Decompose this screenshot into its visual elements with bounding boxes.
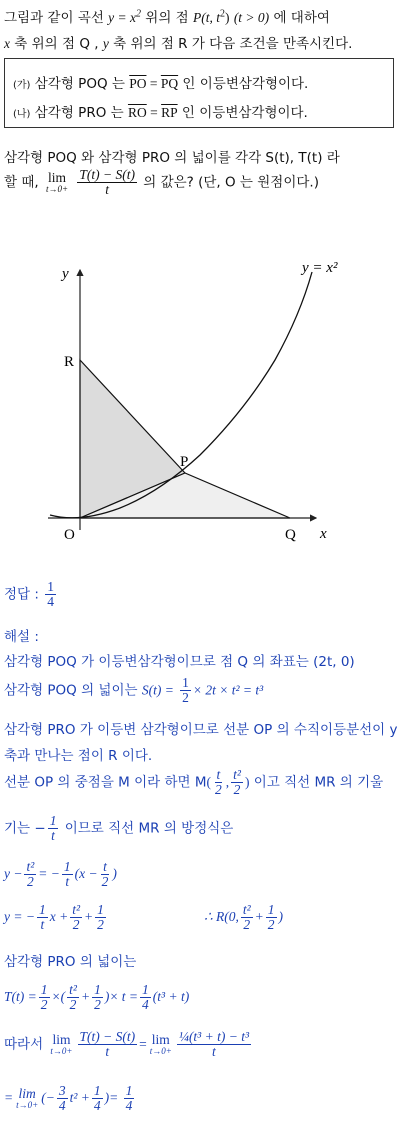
condition-tag: (나): [13, 109, 31, 120]
equation-4: 따라서 lim t→0+ $\frac{T(t) - S(t)}{t}$ = lim t→0+ $\frac{\text{¼(t³ + t) − t³}}{t}$: [4, 1029, 249, 1060]
equation: ×: [51, 988, 61, 1004]
equation-5: = lim t→0+ (− $\frac{3}{4}$ t² + $\frac{1}{4}$ )= $\frac{1}{4}$: [4, 1083, 133, 1114]
step-text: 이므로 직선 MR 의 방정식은: [60, 820, 234, 837]
label-curve: y = x²: [302, 260, 338, 276]
label-q: Q: [285, 527, 296, 543]
problem-line-1: 그림과 같이 곡선 $y = x^2$ 위의 점 P(t, $t^2$) (t > 0) 에 대하여: [4, 8, 330, 26]
numerator: 1: [47, 579, 54, 594]
step-text: 삼각형 POQ 의 넓이는: [4, 682, 142, 699]
equation-1: y − $\frac{\text{t²}}{2}$ = − $\frac{1}{t}$ (x − $\frac{t}{2}$ ): [4, 859, 117, 890]
numerator: T(t) − S(t): [79, 167, 135, 182]
answer-label: 정답 :: [4, 586, 39, 603]
solution-step-2: [4, 676, 396, 705]
label-x: x: [320, 526, 327, 542]
step-text: 삼각형 PRO 의 넓이는: [4, 954, 137, 970]
condition-b: (나) 삼각형 PRO 는 $\overline{RO} = \overline{RP}$ 인 이등변삼각형이다.: [13, 105, 308, 121]
conditions-box: [4, 58, 394, 128]
figure: [0, 230, 400, 550]
problem-text: 축 위의 점 R 가 다음 조건을 만족시킨다.: [108, 36, 353, 52]
condition-tag: (가): [13, 80, 31, 91]
equation: +: [84, 908, 94, 924]
solution-step-3: [4, 718, 396, 738]
equation: T(t) =: [4, 988, 37, 1004]
denominator: t: [105, 182, 110, 198]
condition-text: 인 이등변삼각형이다.: [177, 105, 308, 121]
problem-text: 축 위의 점 Q ,: [10, 36, 103, 52]
equation: = −: [38, 865, 60, 881]
problem-text: 에 대하여: [269, 10, 330, 26]
label-y: y: [62, 266, 69, 282]
solution-step-6: 기는 − $\frac{1}{t}$ 이므로 직선 MR 의 방정식은: [4, 813, 234, 844]
condition-t: (t > 0): [233, 10, 270, 25]
equation: y = −: [4, 908, 35, 924]
question-fraction: [77, 168, 137, 197]
segment: $\overline{PQ}$: [160, 76, 179, 91]
limit-sub: t→0+: [45, 183, 69, 194]
step-text: 삼각형 PRO 가 이등변 삼각형이므로 선분 OP 의 수직이등분선이 y: [4, 722, 398, 738]
condition-text: 삼각형 POQ 는: [30, 76, 130, 92]
step-text: 삼각형 POQ 가 이등변삼각형이므로 점 Q 의 좌표는 (2t, 0): [4, 654, 355, 670]
step-text: 선분 OP 의 중점을 M 이라 하면 M: [4, 774, 207, 791]
denominator: 4: [47, 594, 54, 610]
equation: y −: [4, 865, 23, 881]
question-line-2: [4, 168, 396, 197]
question-text: 할 때,: [4, 174, 39, 191]
equation: =: [109, 1089, 122, 1105]
equation: x +: [49, 908, 69, 924]
solution-step-1: [4, 650, 396, 670]
equation: × t =: [109, 988, 139, 1004]
equation: =: [139, 1036, 147, 1052]
solution-step-4: [4, 744, 396, 764]
equation: S(t) =: [141, 682, 174, 698]
heading-text: 해설 :: [4, 629, 39, 645]
equation-2: y = − $\frac{1}{t}$ x + $\frac{\text{t²}}{2}$ + $\frac{1}{2}$ ∴ R(0, $\frac{\text{t²}}{2}$ + $\frac{1}{2}$ ): [4, 902, 284, 933]
condition-a: (가) 삼각형 POQ 는 $\overline{PO} = \overline{PQ}$ 인 이등변삼각형이다.: [13, 76, 309, 92]
question-line-1: [4, 146, 396, 166]
problem-text: 위의 점: [141, 10, 194, 26]
step-text: 이고 직선 MR 의 기울: [249, 774, 384, 791]
equation-3: T(t) = $\frac{1}{2}$ ×( $\frac{\text{t²}}{2}$ + $\frac{1}{2}$ )× t = $\frac{1}{4}$ (t³ + t): [4, 982, 190, 1013]
solution-heading: [4, 625, 396, 645]
equation: (t³ + t): [152, 988, 190, 1004]
var-y: y: [102, 36, 109, 51]
point-r-result: ∴ R: [204, 908, 225, 924]
answer-line: [4, 580, 396, 609]
equation: × 2t × t² = t³: [192, 682, 264, 698]
segment: $\overline{RO}$: [127, 105, 147, 120]
label-p: P: [180, 454, 189, 470]
step-text: 기는 −: [4, 820, 46, 837]
condition-text: 인 이등변삼각형이다.: [178, 76, 309, 92]
label-r: R: [64, 354, 75, 370]
var-x: x: [4, 36, 10, 51]
question-text: 삼각형 POQ 와 삼각형 PRO 의 넓이를 각각 S(t), T(t) 라: [4, 150, 340, 166]
answer-value: [45, 580, 56, 609]
problem-line-2: [4, 32, 396, 52]
label-o: O: [64, 527, 75, 543]
condition-text: 삼각형 PRO 는: [30, 105, 128, 121]
point-p: P(t, t: [193, 10, 221, 25]
step-text: 축과 만나는 점이 R 이다.: [4, 748, 153, 764]
limit: lim t→0+: [45, 170, 69, 194]
question-text: 의 값은? (단, O 는 원점이다.): [143, 174, 319, 191]
solution-step-5: 선분 OP 의 중점을 M 이라 하면 M( $\frac{t}{2}$ , $\frac{\text{t²}}{2}$ ) 이고 직선 MR 의 기울: [4, 767, 384, 798]
curve-equation: y = x: [108, 10, 137, 25]
segment: $\overline{PO}$: [129, 76, 147, 91]
fraction-half: $\frac{1}{2}$: [182, 675, 189, 706]
step-text: 따라서: [4, 1036, 44, 1053]
solution-step-7: [4, 950, 396, 970]
equation: =: [4, 1089, 14, 1105]
problem-text: 그림과 같이 곡선: [4, 10, 109, 26]
segment: $\overline{RP}$: [161, 105, 178, 120]
